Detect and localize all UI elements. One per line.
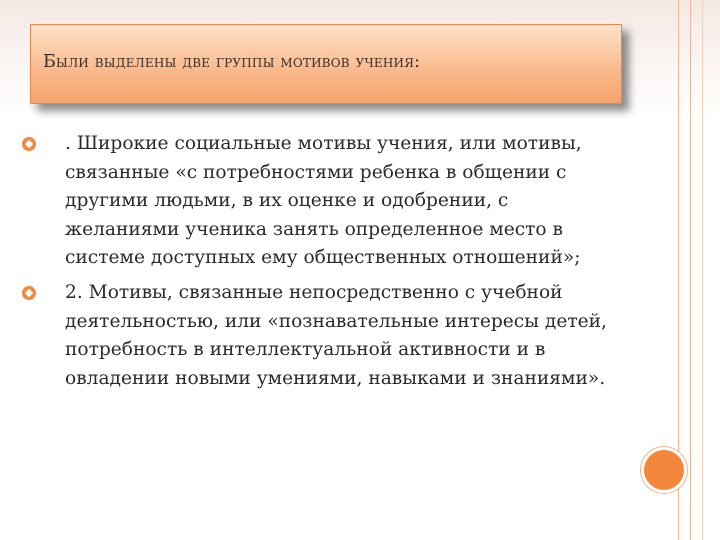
bullet-item xyxy=(22,130,622,273)
diamond-bullet-icon xyxy=(22,286,36,300)
decorative-rule xyxy=(690,0,691,540)
bullet-text: . Широкие социальные мотивы учения, или мотивы, связанные «с потребностями ребенка в общении с другими людьми, в их оценке и одобрении, с желаниями ученика занять определенное место в системе доступных ему общественных отношений»; xyxy=(65,133,582,269)
decorative-circle xyxy=(644,450,684,490)
slide-title: Были выделены две группы мотивов учения: xyxy=(43,52,421,72)
bullet-list xyxy=(22,130,622,399)
decorative-rule xyxy=(702,0,703,540)
diamond-bullet-icon xyxy=(22,137,36,151)
title-box xyxy=(30,24,622,104)
bullet-text: 2. Мотивы, связанные непосредственно с учебной деятельностью, или «познавательные интересы детей, потребность в интеллектуальной активности и в овладении новыми умениями, навыками и знаниями». xyxy=(65,281,607,389)
bullet-item xyxy=(22,279,622,393)
